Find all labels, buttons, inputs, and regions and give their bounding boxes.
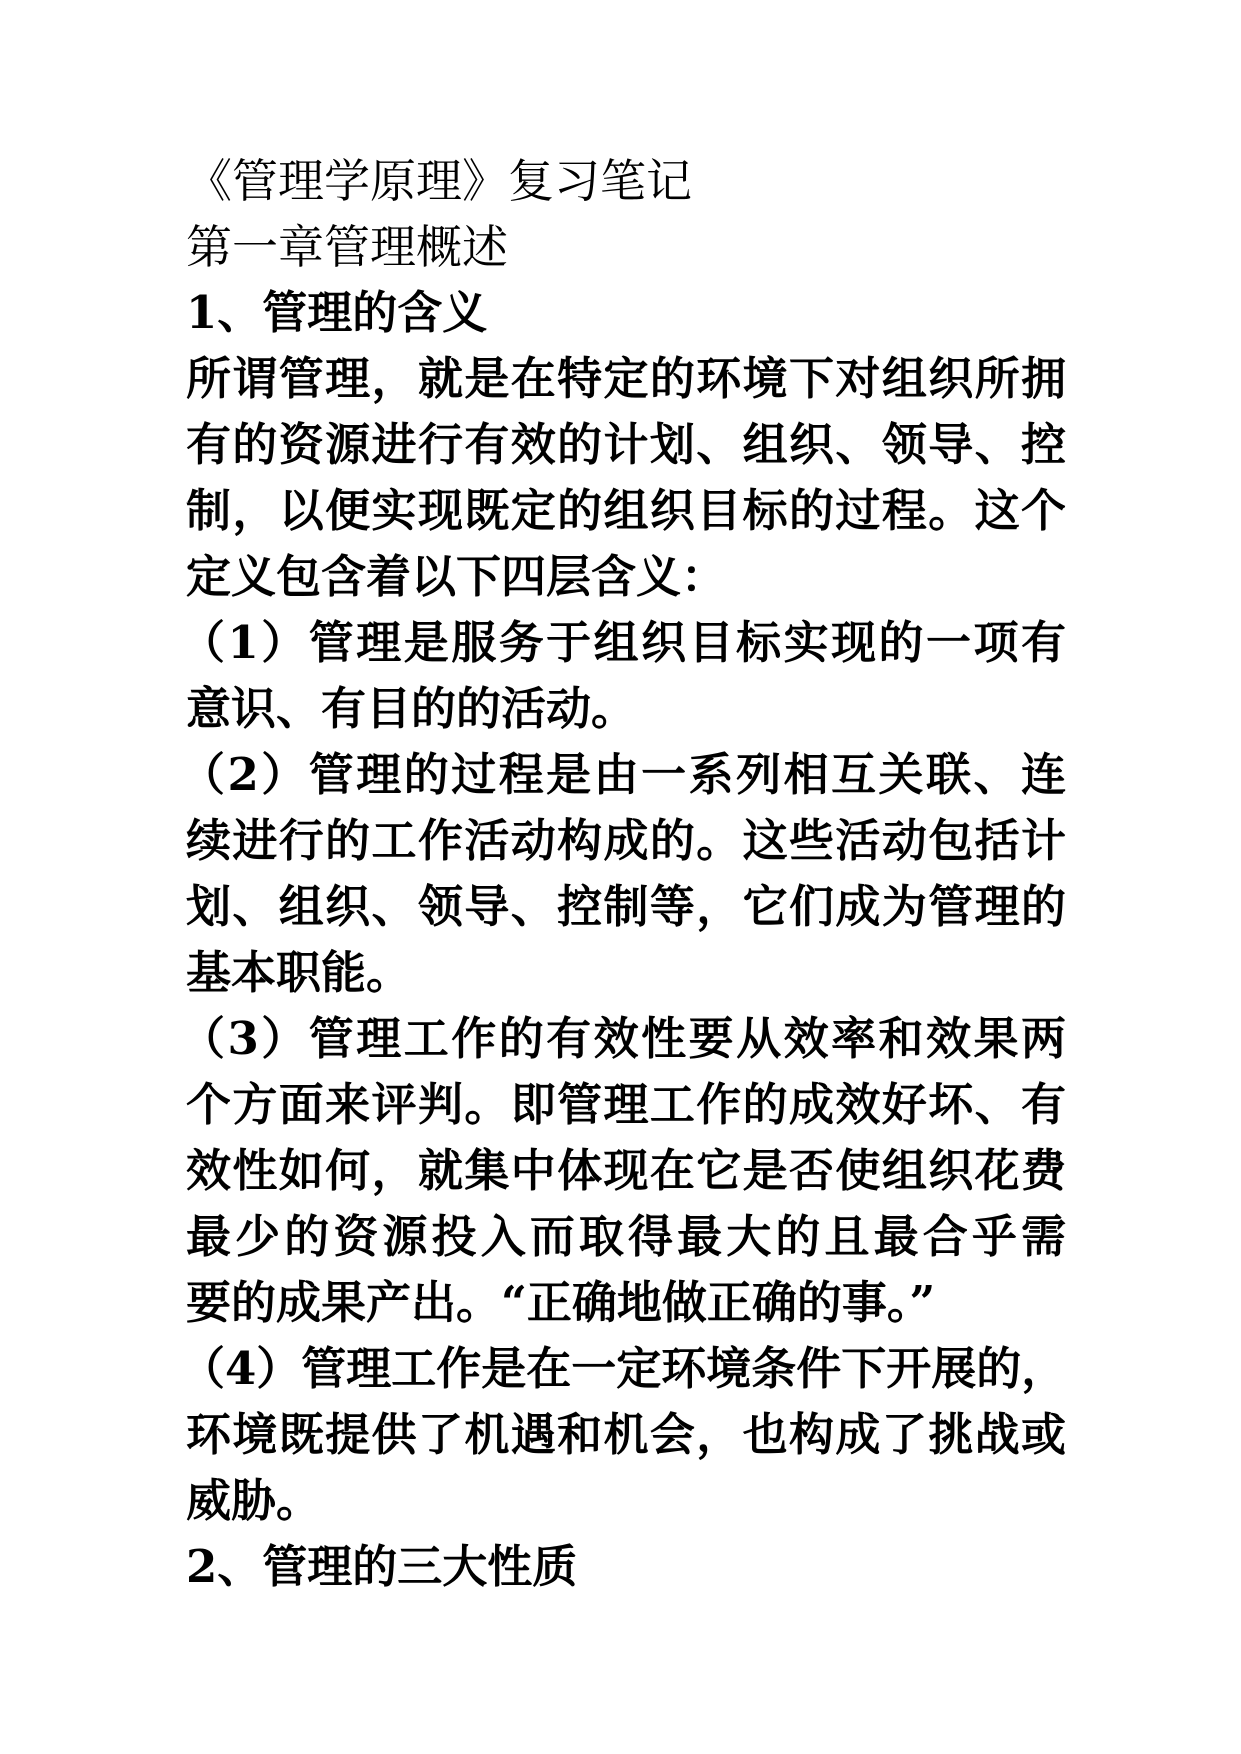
list-item-3-line-5: 要的成果产出。“正确地做正确的事。” <box>186 1276 936 1329</box>
paragraph-line-1: 所谓管理，就是在特定的环境下对组织所拥 <box>186 352 1066 405</box>
list-item-3-line-2: 个方面来评判。即管理工作的成效好坏、有 <box>186 1078 1066 1131</box>
list-item-4-line-3: 威胁。 <box>186 1474 322 1527</box>
list-item-2-line-3: 划、组织、领导、控制等，它们成为管理的 <box>186 880 1066 933</box>
paragraph-line-4: 定义包含着以下四层含义： <box>186 550 727 603</box>
chapter-heading: 第一章管理概述 <box>186 220 508 274</box>
list-item-4-line-1: （4）管理工作是在一定环境条件下开展的， <box>180 1342 1067 1395</box>
document-content <box>180 148 1067 1600</box>
list-item-2-line-2: 续进行的工作活动构成的。这些活动包括计 <box>186 814 1066 867</box>
paragraph-line-2: 有的资源进行有效的计划、组织、领导、控 <box>186 418 1066 471</box>
document-title: 《管理学原理》复习笔记 <box>186 154 692 208</box>
list-item-3-line-1: （3）管理工作的有效性要从效率和效果两 <box>180 1012 1066 1065</box>
list-item-4-line-2: 环境既提供了机遇和机会，也构成了挑战或 <box>186 1408 1066 1461</box>
list-item-3-line-4: 最少的资源投入而取得最大的且最合乎需 <box>186 1210 1066 1263</box>
list-item-2-line-1: （2）管理的过程是由一系列相互关联、连 <box>180 748 1066 801</box>
list-item-1-line-1: （1）管理是服务于组织目标实现的一项有 <box>180 616 1066 669</box>
paragraph-line-3: 制，以便实现既定的组织目标的过程。这个 <box>186 484 1066 537</box>
list-item-3-line-3: 效性如何，就集中体现在它是否使组织花费 <box>186 1144 1066 1197</box>
list-item-2-line-4: 基本职能。 <box>186 946 412 999</box>
section-heading-1: 1、管理的含义 <box>186 286 488 339</box>
list-item-1-line-2: 意识、有目的的活动。 <box>186 682 637 735</box>
section-heading-2: 2、管理的三大性质 <box>186 1540 578 1593</box>
